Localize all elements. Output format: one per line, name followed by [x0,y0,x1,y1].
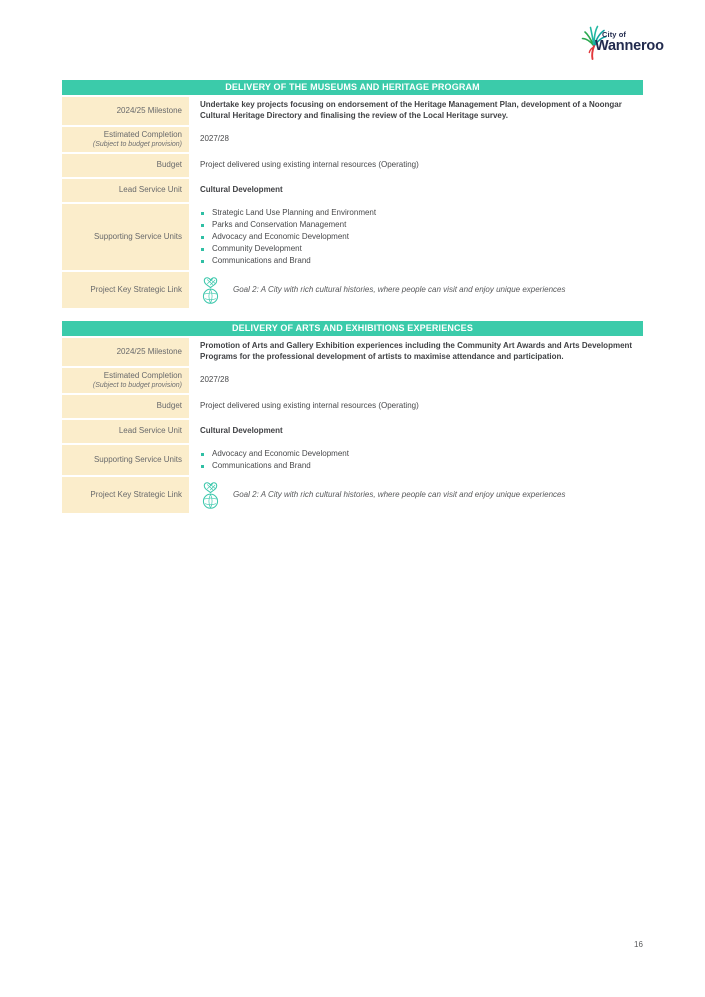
row-label-supporting-service-units [62,445,189,475]
row-label-budget [62,154,189,177]
table-row-supporting-service-units [62,204,643,270]
page-content [62,80,643,515]
row-label-text: Supporting Service Units [93,454,182,464]
lead-service-unit-value: Cultural Development [200,426,283,436]
row-label-text: 2024/25 Milestone [116,105,182,115]
strategic-link-value [192,272,643,308]
list-item: Communications and Brand [200,255,633,267]
table-row-milestone [62,97,643,125]
list-item: Strategic Land Use Planning and Environment [200,207,633,219]
city-of-wanneroo-logo [581,25,673,61]
estimated-completion-value: 2027/28 [200,375,229,385]
row-label-strategic-link [62,272,189,308]
page-number: 16 [634,940,643,949]
row-label-text: Lead Service Unit [118,426,182,436]
milestone-value: Undertake key projects focusing on endorsement of the Heritage Management Plan, development of a Noongar Cultural Heritage Directory and finalising the review of the Local Heritage survey. [200,100,622,120]
row-label-lead-service-unit [62,179,189,202]
row-label-estimated-completion [62,127,189,152]
goal-2-culture-icon [200,480,221,510]
row-label-estimated-completion [62,368,189,393]
table-row-budget [62,395,643,418]
row-label-milestone [62,338,189,366]
row-label-text: Supporting Service Units [93,231,182,241]
list-item: Community Development [200,243,633,255]
row-label-text: Project Key Strategic Link [90,284,182,294]
supporting-service-units-value [192,445,643,475]
table-row-lead-service-unit [62,420,643,443]
table-row-budget [62,154,643,177]
table-row-estimated-completion [62,368,643,393]
row-label-text: Lead Service Unit [118,185,182,195]
milestone-value: Promotion of Arts and Gallery Exhibition experiences including the Community Art Awards and Arts Development Programs for the professional development of artists to maximise attendance and participation. [200,341,633,361]
list-item: Parks and Conservation Management [200,219,633,231]
table-row-strategic-link [62,272,643,308]
row-label-note: (Subject to budget provision) [92,140,182,148]
row-label-text: Project Key Strategic Link [90,489,182,499]
table-title: DELIVERY OF THE MUSEUMS AND HERITAGE PROGRAM [62,80,643,95]
strategic-goal-text: Goal 2: A City with rich cultural histories, where people can visit and enjoy unique experiences [233,284,566,294]
table-row-lead-service-unit [62,179,643,202]
logo-city-of-text: City of [602,30,627,39]
logo-wanneroo-text: Wanneroo [595,38,664,54]
lead-service-unit-value: Cultural Development [200,185,283,195]
row-label-milestone [62,97,189,125]
program-table-museums-heritage [62,80,643,308]
list-item: Advocacy and Economic Development [200,231,633,243]
list-item: Advocacy and Economic Development [200,448,633,460]
budget-value: Project delivered using existing internal resources (Operating) [200,401,419,411]
row-label-text: Budget [156,401,182,411]
supporting-units-list [200,448,633,472]
budget-value: Project delivered using existing internal resources (Operating) [200,160,419,170]
row-label-text: Estimated Completion [103,370,182,380]
row-label-text: 2024/25 Milestone [116,346,182,356]
strategic-link-value [192,477,643,513]
row-label-supporting-service-units [62,204,189,270]
table-title: DELIVERY OF ARTS AND EXHIBITIONS EXPERIENCES [62,321,643,336]
supporting-service-units-value [192,204,643,270]
supporting-units-list [200,207,633,267]
list-item: Communications and Brand [200,460,633,472]
goal-2-culture-icon [200,275,221,305]
row-label-text: Budget [156,160,182,170]
table-row-supporting-service-units [62,445,643,475]
row-label-text: Estimated Completion [103,129,182,139]
table-row-strategic-link [62,477,643,513]
estimated-completion-value: 2027/28 [200,133,229,143]
table-row-milestone [62,338,643,366]
table-row-estimated-completion [62,127,643,152]
row-label-budget [62,395,189,418]
row-label-strategic-link [62,477,189,513]
row-label-note: (Subject to budget provision) [92,382,182,390]
strategic-goal-text: Goal 2: A City with rich cultural histories, where people can visit and enjoy unique experiences [233,489,566,499]
program-table-arts-exhibitions [62,321,643,513]
row-label-lead-service-unit [62,420,189,443]
